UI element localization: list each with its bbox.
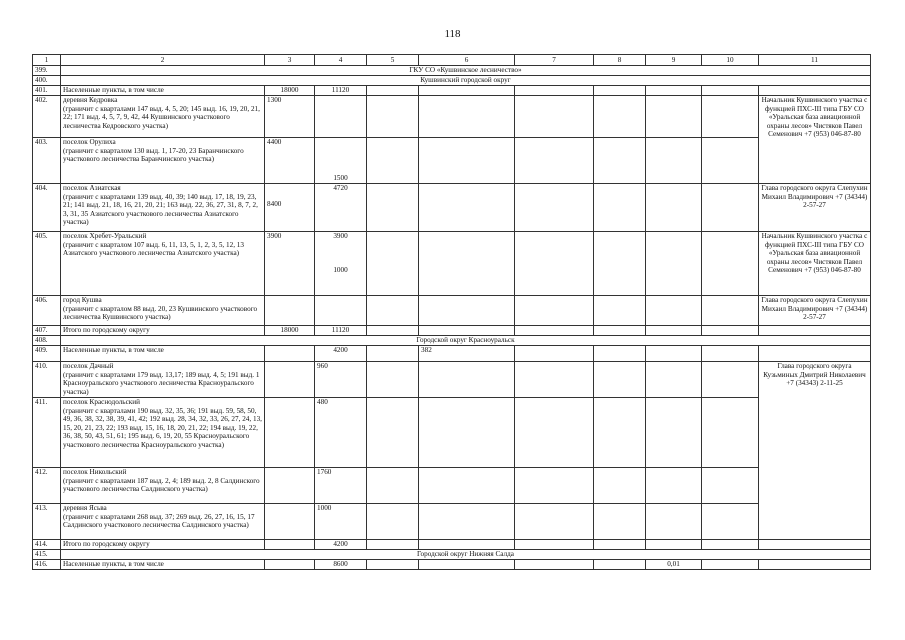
table-row bbox=[33, 76, 871, 86]
contact-cell: Начальник Кушвинского участка с функцией ПХС-III типа ГБУ СО «Уральская база авиационной охраны лесов» Чистяков Павел Семенович +7 (953) 046-87-80 bbox=[759, 96, 871, 184]
contact-cell: Глава городского округа Слепухин Михаил Владимирович +7 (34344) 2-57-27 bbox=[759, 296, 871, 326]
contact-cell: Начальник Кушвинского участка с функцией ПХС-III типа ГБУ СО «Уральская база авиационной охраны лесов» Чистяков Павел Семенович +7 (953) 046-87-80 bbox=[759, 232, 871, 296]
row-number: 405. bbox=[33, 232, 61, 296]
row-desc: (граничит с кварталами 268 выд. 37; 269 выд. 26, 27, 16, 15, 17 Салдинского участкового лесничества Салдинского участка) bbox=[63, 512, 255, 530]
cell: 1760 bbox=[315, 468, 367, 504]
cell: 0,01 bbox=[646, 560, 702, 570]
row-desc: (граничит с кварталами 187 выд. 2, 4; 189 выд. 2, 8 Салдинского участкового лесничества Салдинского участка) bbox=[63, 476, 260, 494]
row-name: деревня Ясьва bbox=[63, 504, 107, 512]
cell: 18000 bbox=[265, 86, 315, 96]
row-description bbox=[61, 398, 265, 468]
col-header: 9 bbox=[646, 55, 702, 66]
contact-cell: Глава городского округа Кузьминых Дмитрий Николаевич +7 (34343) 2-11-25 bbox=[759, 362, 871, 540]
row-number: 407. bbox=[33, 326, 61, 336]
table-row bbox=[33, 468, 871, 504]
row-name: поселок Никольский bbox=[63, 468, 127, 476]
col-header: 1 bbox=[33, 55, 61, 66]
row-number: 401. bbox=[33, 86, 61, 96]
data-table bbox=[32, 54, 871, 570]
row-number: 406. bbox=[33, 296, 61, 326]
row-number: 399. bbox=[33, 66, 61, 76]
row-number: 402. bbox=[33, 96, 61, 138]
row-description bbox=[61, 184, 265, 232]
cell: 960 bbox=[315, 362, 367, 398]
cell: 8400 bbox=[265, 184, 315, 232]
row-number: 411. bbox=[33, 398, 61, 468]
section-heading: ГКУ СО «Кушвинское лесничество» bbox=[61, 66, 871, 76]
table-row bbox=[33, 550, 871, 560]
cell: 4200 bbox=[315, 540, 367, 550]
row-description bbox=[61, 362, 265, 398]
col-header: 8 bbox=[594, 55, 646, 66]
cell-value: 1000 bbox=[333, 266, 348, 275]
row-name: Итого по городскому округу bbox=[61, 540, 265, 550]
table-row bbox=[33, 560, 871, 570]
cell: 1300 bbox=[265, 96, 315, 138]
col-header: 5 bbox=[367, 55, 419, 66]
row-name: Населенные пункты, в том числе bbox=[61, 86, 265, 96]
table-row bbox=[33, 184, 871, 232]
cell: 11120 bbox=[315, 326, 367, 336]
table-row bbox=[33, 504, 871, 540]
row-name: Населенные пункты, в том числе bbox=[61, 346, 265, 362]
row-number: 412. bbox=[33, 468, 61, 504]
row-number: 400. bbox=[33, 76, 61, 86]
table-row bbox=[33, 138, 871, 184]
row-desc: (граничит с кварталами 179 выд. 13,17; 189 выд. 4, 5; 191 выд. 1 Красноуральского участкового лесничества Красноуральского участка) bbox=[63, 370, 260, 396]
row-description bbox=[61, 138, 265, 184]
table-row bbox=[33, 336, 871, 346]
row-name: поселок Орулиха bbox=[63, 138, 116, 146]
table-row bbox=[33, 362, 871, 398]
table-row bbox=[33, 96, 871, 138]
cell: 3900 bbox=[265, 232, 315, 296]
cell: 1000 bbox=[315, 504, 367, 540]
row-number: 414. bbox=[33, 540, 61, 550]
col-header: 10 bbox=[702, 55, 759, 66]
table-row bbox=[33, 232, 871, 296]
section-heading: Городской округ Красноуральск bbox=[61, 336, 871, 346]
cell: 1500 bbox=[315, 138, 367, 184]
cell: 382 bbox=[419, 346, 515, 362]
section-heading: Городской округ Нижняя Салда bbox=[61, 550, 871, 560]
row-desc: (граничит с кварталами 147 выд. 4, 5, 20; 145 выд. 16, 19, 20, 21, 22; 171 выд. 4, 5, 7, 9, 42, 44 Кушвинского участкового лесничества Кедровского участка) bbox=[63, 104, 260, 130]
table-row bbox=[33, 326, 871, 336]
row-name: город Кушва bbox=[63, 296, 102, 304]
row-desc: (граничит с кварталами 139 выд. 40, 39; 140 выд. 17, 18, 19, 23, 21; 141 выд. 21, 18, 16, 21, 20, 21; 163 выд. 22, 36, 27, 31, 8, 7, 2, 3, 31, 35 Азиатского участкового лесничества Азиатского участка) bbox=[63, 192, 258, 227]
row-name: поселок Азиатская bbox=[63, 184, 121, 192]
row-desc: (граничит с кварталом 107 выд. 6, 11, 13, 5, 1, 2, 3, 5, 12, 13 Азиатского участкового лесничества Азиатского участка) bbox=[63, 240, 244, 258]
row-desc: (граничит с кварталом 130 выд. 1, 17-20, 23 Баранчинского участкового лесничества Баранчинского участка) bbox=[63, 146, 244, 164]
row-number: 403. bbox=[33, 138, 61, 184]
cell: 8600 bbox=[315, 560, 367, 570]
row-description bbox=[61, 468, 265, 504]
row-description bbox=[61, 96, 265, 138]
page-number: 118 bbox=[444, 28, 461, 40]
header-row bbox=[33, 55, 871, 66]
row-number: 404. bbox=[33, 184, 61, 232]
cell: 4720 bbox=[315, 184, 367, 232]
col-header: 2 bbox=[61, 55, 265, 66]
row-description bbox=[61, 232, 265, 296]
col-header: 7 bbox=[515, 55, 594, 66]
row-desc: (граничит с кварталом 88 выд. 20, 23 Кушвинского участкового лесничества Кушвинского участка) bbox=[63, 304, 258, 322]
table-row bbox=[33, 86, 871, 96]
row-number: 410. bbox=[33, 362, 61, 398]
col-header: 6 bbox=[419, 55, 515, 66]
table-row bbox=[33, 66, 871, 76]
row-desc: (граничит с кварталами 190 выд. 32, 35, 36; 191 выд. 59, 58, 50, 49, 36, 38, 32, 38, 39, 41, 42; 192 выд. 28, 34, 32, 33, 26, 27, 24, 13, 15, 20, 21, 23, 22; 193 выд. 15, 16, 18, 20, 21, 22; 194 выд. 19, 22, 36, 38, 50, 43, 51, 61; 195 выд. 6, 19, 20, 55 Красноуральского участкового лесничества Красноуральского участка) bbox=[63, 406, 262, 449]
row-number: 415. bbox=[33, 550, 61, 560]
row-name: Населенные пункты, в том числе bbox=[61, 560, 265, 570]
col-header: 3 bbox=[265, 55, 315, 66]
row-description bbox=[61, 504, 265, 540]
section-heading: Кушвинский городской округ bbox=[61, 76, 871, 86]
row-name: поселок Краснодольский bbox=[63, 398, 140, 406]
row-name: деревня Кедровка bbox=[63, 96, 118, 104]
row-number: 409. bbox=[33, 346, 61, 362]
cell bbox=[315, 232, 367, 296]
table-row bbox=[33, 398, 871, 468]
row-name: Итого по городскому округу bbox=[61, 326, 265, 336]
row-number: 408. bbox=[33, 336, 61, 346]
col-header: 11 bbox=[759, 55, 871, 66]
row-name: поселок Хребет-Уральский bbox=[63, 232, 147, 240]
row-description bbox=[61, 296, 265, 326]
cell: 11120 bbox=[315, 86, 367, 96]
row-number: 416. bbox=[33, 560, 61, 570]
table-row bbox=[33, 296, 871, 326]
cell: 480 bbox=[315, 398, 367, 468]
cell: 4400 bbox=[265, 138, 315, 184]
cell: 4200 bbox=[315, 346, 367, 362]
row-number: 413. bbox=[33, 504, 61, 540]
col-header: 4 bbox=[315, 55, 367, 66]
contact-cell: Глава городского округа Слепухин Михаил Владимирович +7 (34344) 2-57-27 bbox=[759, 184, 871, 232]
cell: 18000 bbox=[265, 326, 315, 336]
table-row bbox=[33, 346, 871, 362]
cell-value: 3900 bbox=[333, 232, 348, 240]
row-name: поселок Дачный bbox=[63, 362, 114, 370]
table-row bbox=[33, 540, 871, 550]
